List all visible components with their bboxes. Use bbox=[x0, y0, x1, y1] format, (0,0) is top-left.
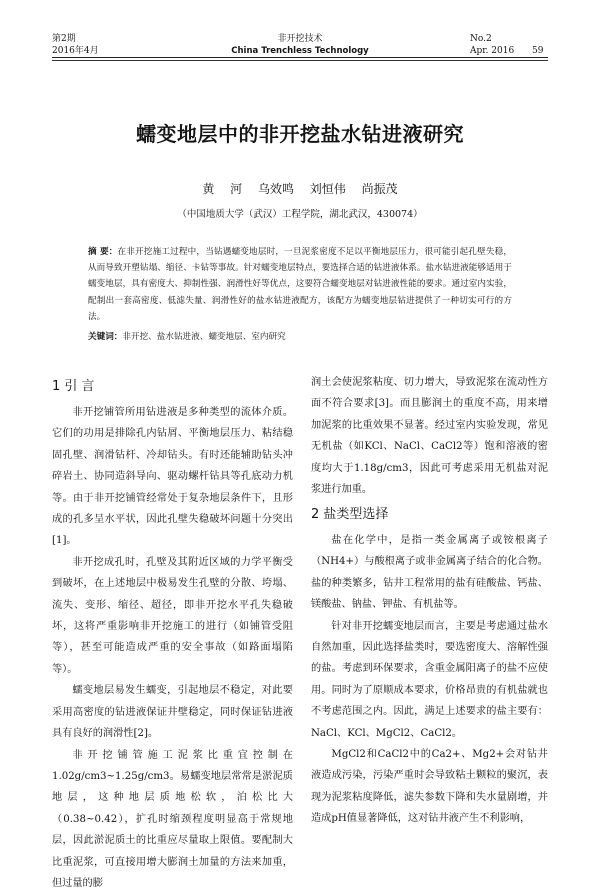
paper-title: 蠕变地层中的非开挖盐水钻进液研究 bbox=[0, 118, 600, 147]
paragraph: 针对非开挖蠕变地层而言，主要是考虑通过盐水自然加重，因此选择盐类时，要选密度大、溶解性强的盐。考虑到环保要求，含重金属阳离子的盐不应使用。同时为了原顺成本要求，价格昂贵的有机盐就也不考虑范围之内。因此，满足上述要求的盐主要有：NaCl、KCl、MgCl2、CaCl2。 bbox=[311, 616, 548, 744]
header-rule-thin bbox=[52, 60, 548, 61]
journal-title-cn: 非开挖技术 bbox=[0, 34, 600, 45]
header-rule-thick bbox=[52, 57, 548, 58]
affiliation: （中国地质大学（武汉）工程学院，湖北武汉，430074） bbox=[0, 206, 600, 220]
abstract-text: 在非开挖施工过程中，当钻遇蠕变地层时，一旦泥浆密度不足以平衡地层压力，很可能引起孔壁失稳，从而导致开塑钻塌、缩径、卡钻等事故。针对蠕变地层特点，要选择合适的钻进液体系。盐水钻进液能够适用于蠕变地层，具有密度大、抑制性强、润滑性好等优点，这要符合蠕变地层对钻进液性能的要求。通过室内实验，配制出一套高密度、低滤失量、润滑性好的盐水钻进液配方，该配方为蠕变地层钻进提供了一种切实可行的方法。 bbox=[88, 247, 512, 322]
section-2-heading: 2 盐类型选择 bbox=[311, 503, 388, 522]
keywords bbox=[88, 330, 512, 344]
keywords-label: 关键词： bbox=[88, 332, 122, 342]
paragraph: 非开挖铺管施工泥浆比重宜控制在1.02g/cm3~1.25g/cm3。易蠕变地层常常是淤泥质地层，这种地层质地松软，泊松比大（0.38~0.42），扩孔时缩颈程度明显高于常规地层，因此淤泥质土的比重应尽量取上限值。要配制大比重泥浆，可直接用增大膨润土加量的方法来加重，但过量的膨 bbox=[52, 745, 293, 894]
paragraph: 非开挖铺管所用钻进液是多种类型的流体介质。它们的功用是排除孔内钻屑、平衡地层压力、粘结稳固孔壁、润滑钻杆、冷却钻头。有时还能辅助钻头冲碎岩土、协同造斜导向、驱动螺杆钻具等孔底动力机等。由于非开挖铺管经常处于复杂地层条件下，且形成的孔多呈水平状，因此孔壁失稳破坏问题十分突出[1]。 bbox=[52, 402, 293, 552]
abstract-label: 摘 要： bbox=[88, 247, 117, 257]
keywords-text: 非开挖、盐水钻进液、蠕变地层、室内研究 bbox=[122, 332, 285, 342]
month-year: Apr. 2016 bbox=[470, 46, 514, 57]
paragraph: 蠕变地层易发生蠕变，引起地层不稳定，对此要采用高密度的钻进液保证井壁稳定，同时保证钻进液具有良好的润滑性[2]。 bbox=[52, 680, 293, 744]
paragraph: 盐在化学中，是指一类金属离子或铵根离子（NH4+）与酸根离子或非金属离子结合的化合物。盐的种类繁多，钻井工程常用的盐有硅酸盐、钙盐、镁酸盐、钠盐、钾盐、有机盐等。 bbox=[311, 530, 548, 616]
right-column-body bbox=[311, 530, 548, 830]
left-column-body bbox=[52, 402, 293, 894]
number-en: No.2 bbox=[470, 34, 492, 45]
section-1-heading: 1 引 言 bbox=[52, 375, 95, 394]
abstract bbox=[88, 244, 512, 325]
page-number: 59 bbox=[532, 46, 543, 57]
journal-title-en: China Trenchless Technology bbox=[0, 46, 600, 57]
issue-number: 第2期 bbox=[52, 34, 76, 45]
paragraph: 润土会使泥浆粘度、切力增大，导致泥浆在流动性方面不符合要求[3]。而且膨润土的重度不高，用来增加泥浆的比重效果不显著。经过室内实验发现，常见无机盐（如KCl、NaCl、CaCl2等）饱和溶液的密度均大于1.18g/cm3，因此可考虑采用无机盐对泥浆进行加重。 bbox=[311, 372, 548, 500]
paragraph: 非开挖成孔时，孔壁及其附近区域的力学平衡受到破坏，在上述地层中极易发生孔壁的分散、垮塌、流失、变形、缩径、超径，即非开挖水平孔失稳破坏，这将严重影响非开挖施工的进行（如铺管受阻等），甚至可能造成严重的安全事故（如路面塌陷等）。 bbox=[52, 552, 293, 680]
paragraph: MgCl2和CaCl2中的Ca2+、Mg2+会对钻井液造成污染，污染严重时会导致粘土颗粒的聚沉，表现为泥浆粘度降低，滤失参数下降和失水量剧增，并造成pH值显著降低，这对钻井液产生不利影响， bbox=[311, 744, 548, 830]
issue-date: 2016年4月 bbox=[52, 46, 99, 57]
right-column-continuation bbox=[311, 372, 548, 500]
authors: 黄 河 乌效鸣 刘恒伟 尚振茂 bbox=[0, 180, 600, 197]
